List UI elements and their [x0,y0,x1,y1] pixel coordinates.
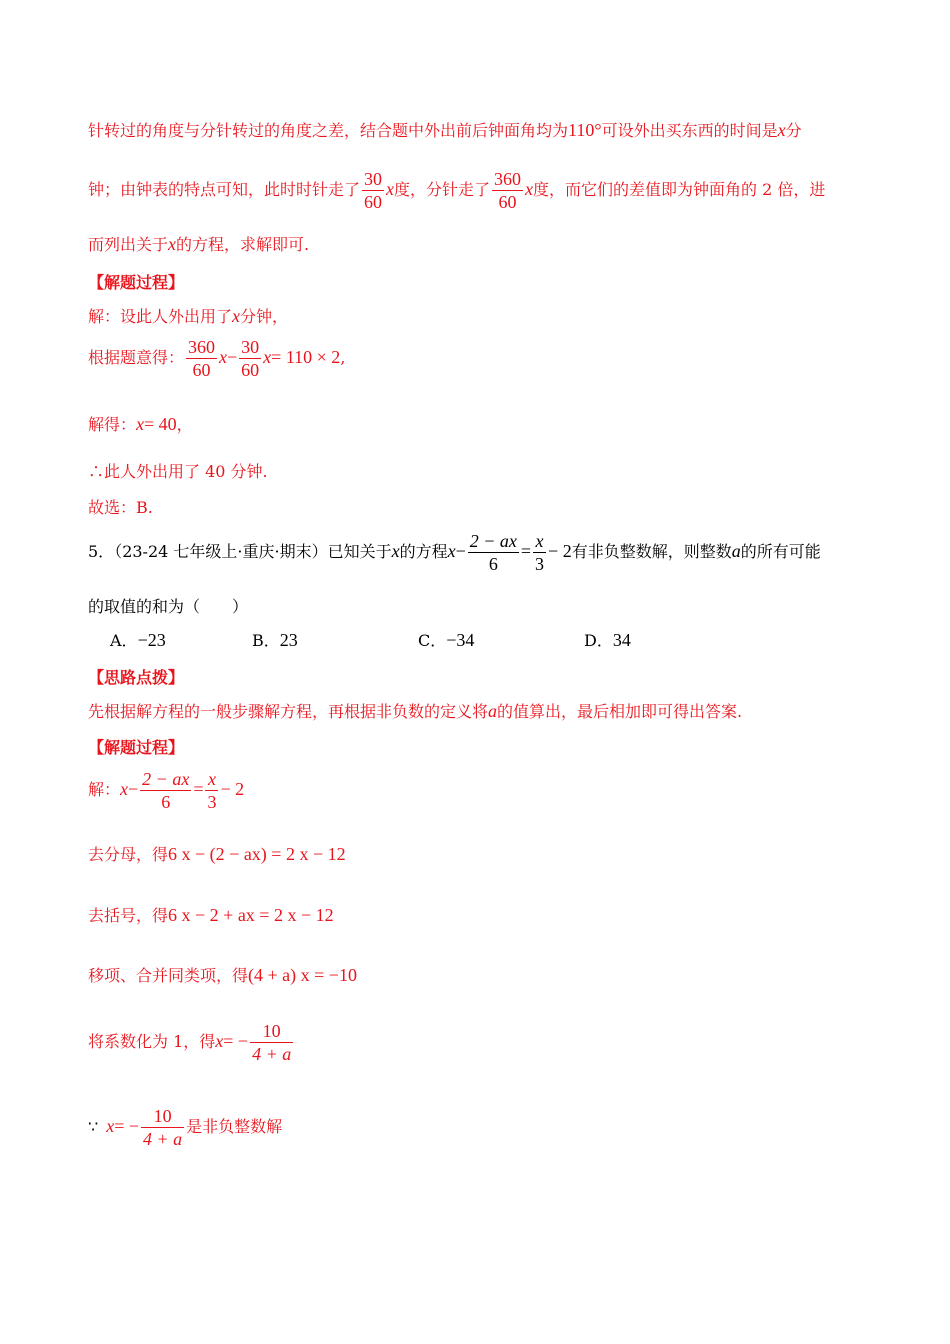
solution-line-3 [88,412,193,435]
step-text: 是非负整数解 [186,1117,283,1136]
analysis-text: 的方程，求解即可. [176,235,310,254]
analysis-line-3 [88,232,309,255]
equation-value: = 40 [144,414,177,434]
minus-sign: − [455,541,466,561]
fraction-10-over-4-plus-a: $\frac{10}{4 + a}$ [143,1106,183,1149]
option-c[interactable]: C．−34 [418,630,475,650]
variable-x: x [219,347,228,367]
step-3 [88,903,334,926]
minus-two: − 2 [220,779,245,799]
fraction-x-over-3: $\frac{x}{3}$ [207,769,217,812]
solution-text: 解：设此人外出用了 [88,307,233,326]
section-heading-solution: 【解题过程】 [88,738,185,757]
option-a[interactable]: A．−23 [110,630,166,650]
solution-conclusion: ∴此人外出用了 40 分钟. [88,462,268,481]
step-5 [88,1020,295,1065]
because-symbol: ∵ [88,1117,99,1136]
analysis-text: 钟；由钟表的特点可知，此时时针走了 [88,180,361,199]
minus-sign: − [227,347,238,367]
step-1 [88,768,244,813]
fraction-2-ax-over-6: $\frac{2 - ax}{6}$ [469,531,517,574]
analysis-text: 而列出关于 [88,235,169,254]
step-equation: 6 x − (2 − ax) = 2 x − 12 [168,844,346,864]
equation-rhs: = 110 × 2 [271,347,341,367]
equals-minus: = − [114,1116,139,1136]
fraction-30-60: $\frac{30}{60}$ [364,169,383,212]
question-text: （23-24 七年级上·重庆·期末）已知关于 [114,542,392,561]
solution-label: 解得： [88,415,137,434]
variable-x: x [215,1031,224,1051]
variable-x: x [232,306,241,326]
solution-answer: 故选：B. [88,498,153,517]
solution-text: 分钟， [240,307,289,326]
analysis-text: 度，分针走了 [394,180,491,199]
variable-x: x [136,414,145,434]
variable-x: x [391,541,400,561]
solution-line-2 [88,336,345,381]
option-b[interactable]: B．23 [252,630,298,650]
option-d[interactable]: D．34 [584,630,631,650]
angle-value: 110 [568,120,595,140]
minus-sign: − [128,779,139,799]
step-4 [88,963,357,986]
fraction-10-over-4-plus-a: $\frac{10}{4 + a}$ [252,1021,292,1064]
fraction-360-60: $\frac{360}{60}$ [494,169,522,212]
fraction-30-60: $\frac{30}{60}$ [241,337,260,380]
solution-label: 根据题意得： [88,348,185,367]
analysis-text: 度，而它们的差值即为钟面角的 2 倍，进 [533,180,826,199]
variable-x: x [447,541,456,561]
hint-text [88,699,742,722]
section-heading-hint: 【思路点拨】 [88,668,185,687]
step-equation: (4 + a) x = −10 [248,965,357,985]
variable-x: x [777,120,786,140]
variable-x: x [168,234,177,254]
variable-x: x [106,1116,115,1136]
equals-sign: = [193,779,204,799]
question-number: 5． [88,542,115,561]
equals-minus: = − [223,1031,249,1051]
variable-a: a [488,701,498,721]
variable-a: a [731,541,741,561]
question-5-line-1 [88,530,821,575]
answer-options [110,628,670,652]
analysis-text: 针转过的角度与分针转过的角度之差，结合题中外出前后钟面角均为 [88,121,569,140]
step-label: 去分母，得 [88,845,169,864]
analysis-line-1 [88,118,802,141]
step-label: 去括号，得 [88,906,169,925]
step-equation: 6 x − 2 + ax = 2 x − 12 [168,905,334,925]
variable-x: x [263,347,272,367]
variable-x: x [120,779,129,799]
equals-sign: = [520,541,532,561]
step-label: 移项、合并同类项，得 [88,966,249,985]
question-5-line-2: 的取值的和为（ ） [88,597,249,616]
step-6 [88,1105,282,1150]
step-label: 解： [88,780,121,799]
step-2 [88,842,346,865]
degree-sign: ° [594,120,602,140]
section-heading-solution: 【解题过程】 [88,273,185,292]
hint-text-part: 先根据解方程的一般步骤解方程，再根据非负数的定义将 [88,702,489,721]
fraction-x-over-3: $\frac{x}{3}$ [535,531,545,574]
variable-x: x [525,179,534,199]
variable-x: x [386,179,395,199]
punctuation: ， [176,415,193,434]
step-label: 将系数化为 1，得 [88,1032,216,1051]
hint-text-part: 的值算出，最后相加即可得出答案. [497,702,743,721]
analysis-text: 分 [785,121,802,140]
analysis-line-2 [88,168,825,213]
minus-two: − 2 [548,541,572,561]
question-text: 的所有可能 [740,542,821,561]
punctuation: , [340,348,346,367]
solution-line-1 [88,304,288,327]
fraction-2-ax-over-6: $\frac{2 - ax}{6}$ [142,769,190,812]
fraction-360-60: $\frac{360}{60}$ [188,337,216,380]
analysis-text: 可设外出买东西的时间是 [601,121,778,140]
question-text: 的方程 [399,542,448,561]
question-text: 有非负整数解，则整数 [571,542,732,561]
